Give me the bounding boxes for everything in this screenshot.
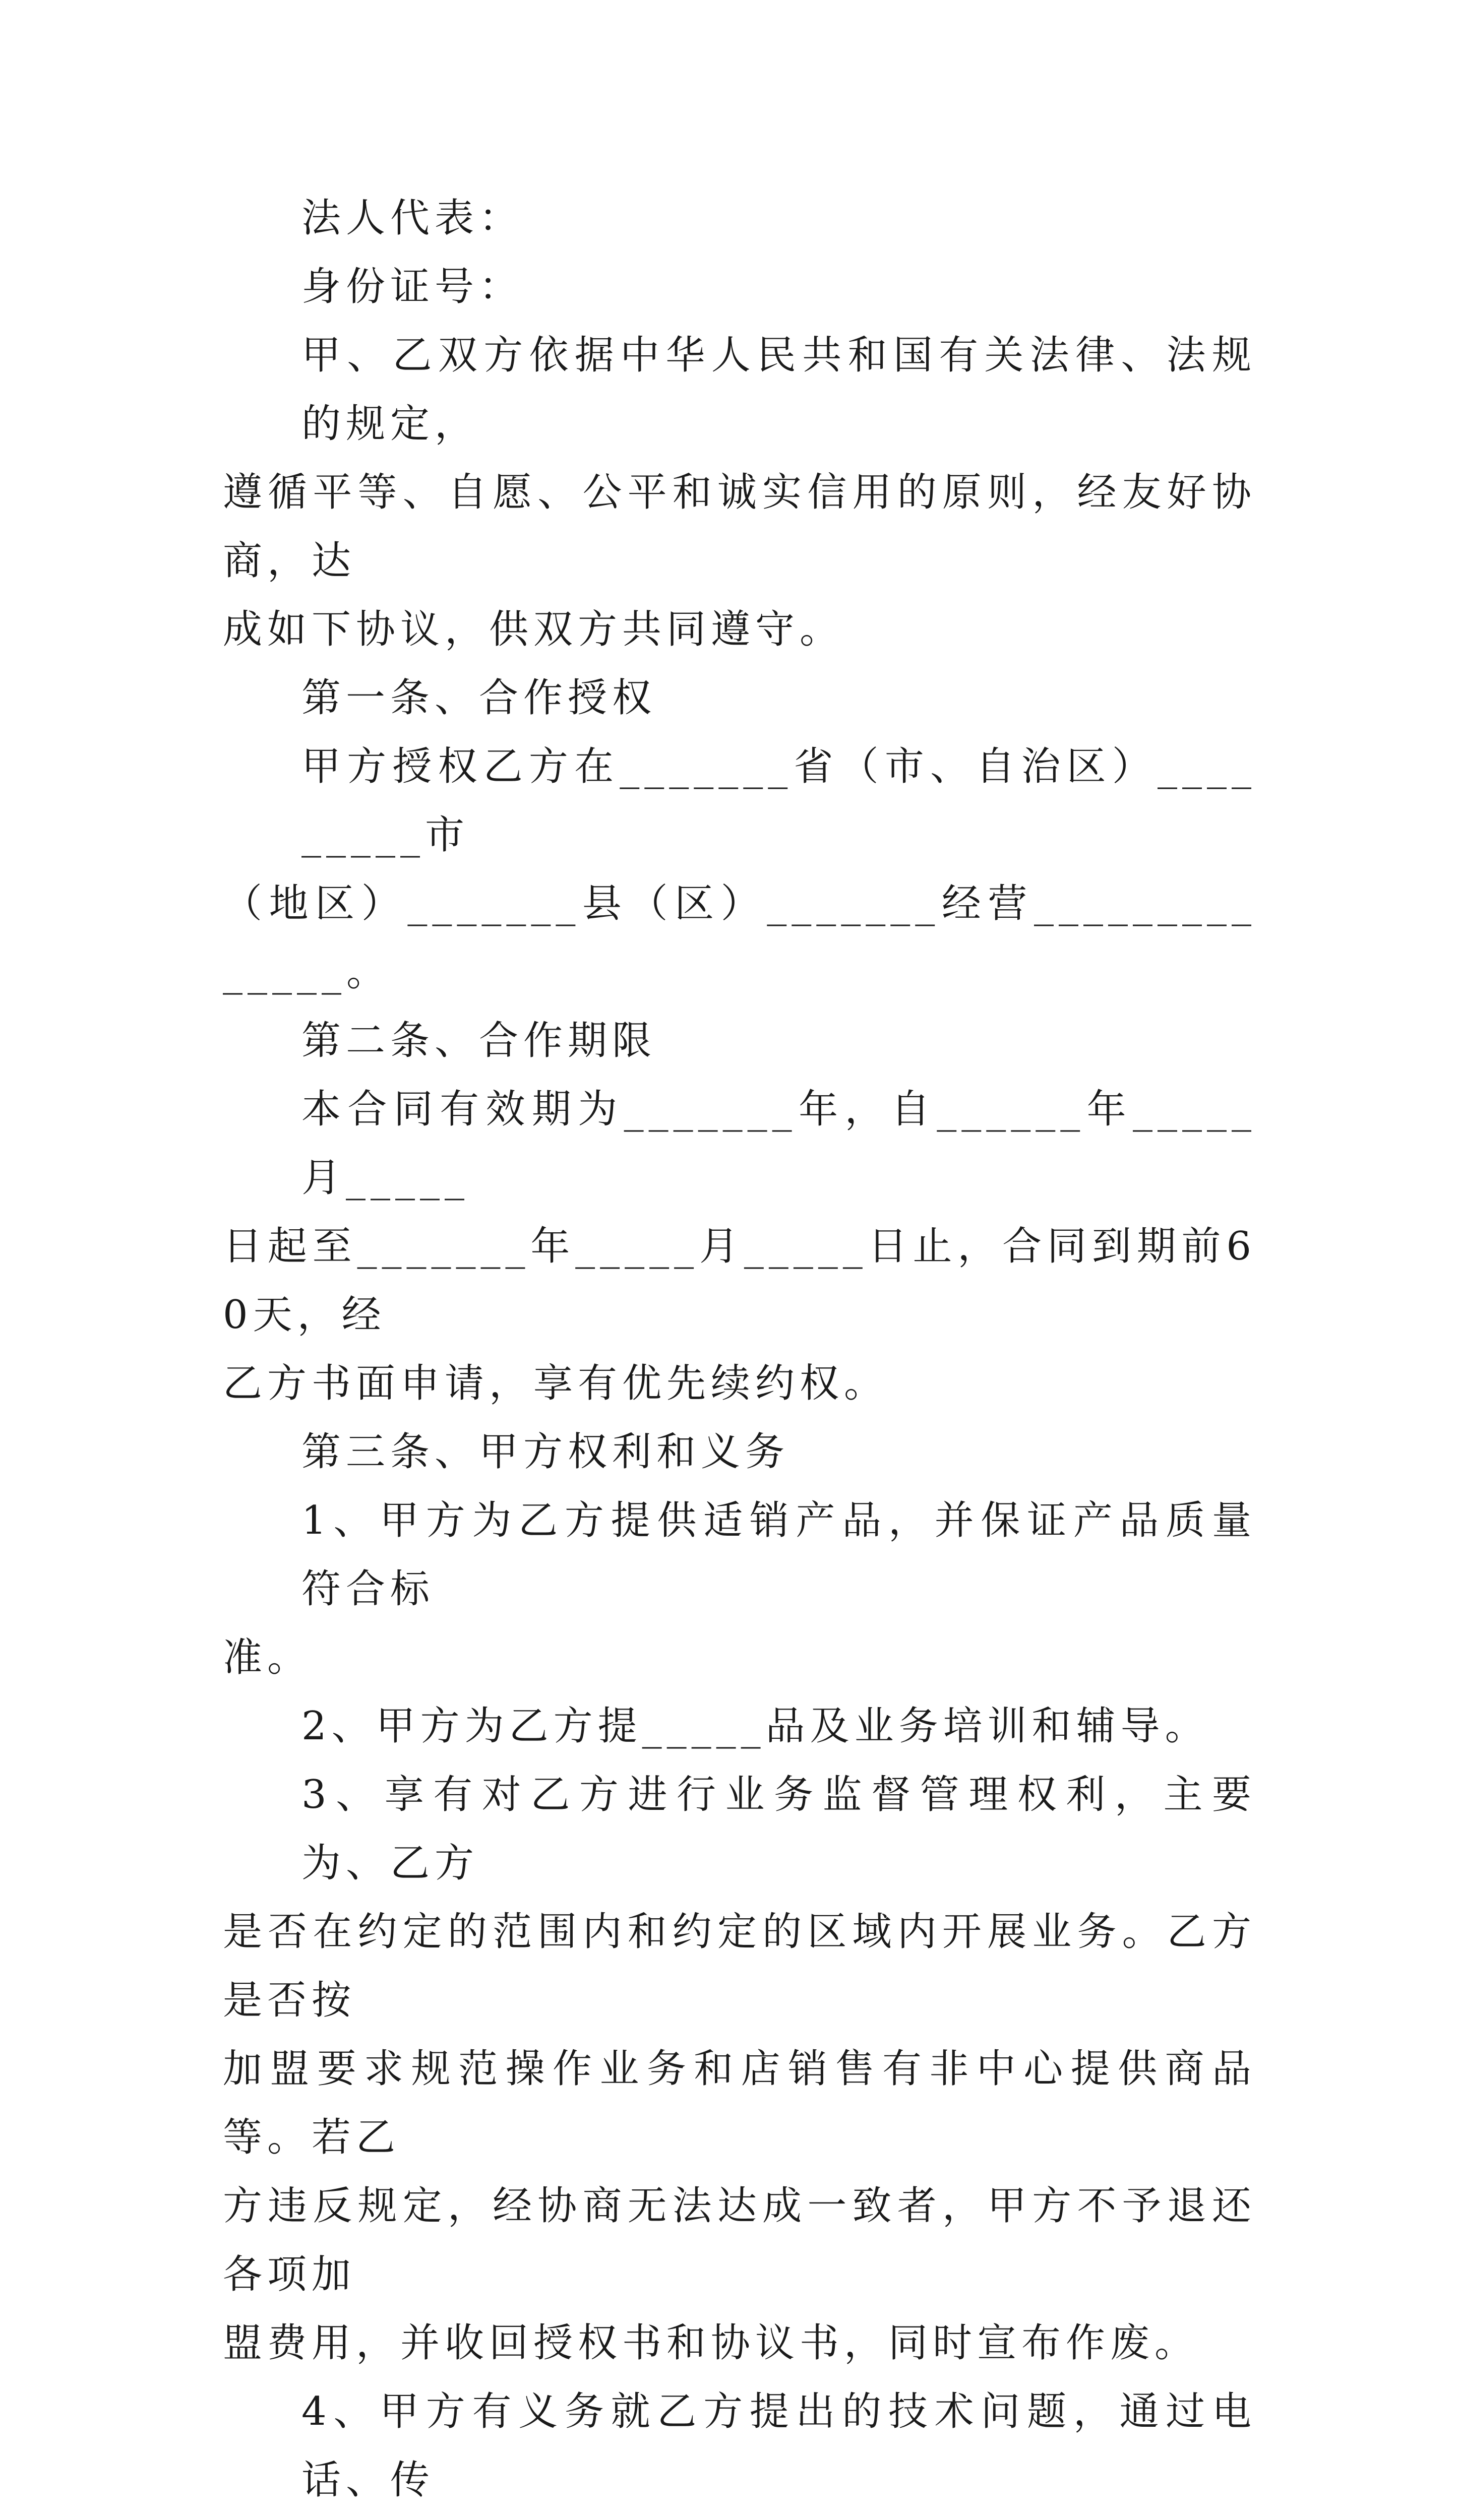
intro-paragraph (223, 321, 1256, 664)
article-1-line-1: 甲方授权乙方在_______省（市、自治区）_________市 (301, 744, 1256, 858)
item-3-line-4: 方违反规定，经协商无法达成一致者，甲方不予退还各项加 (223, 2183, 1256, 2297)
intro-line-2: 遵循平等、自愿、公平和诚实信用的原则，经友好协商，达 (223, 470, 1256, 584)
intro-line-1: 甲、乙双方依据中华人民共和国有关法律、法规的规定， (301, 333, 1256, 447)
article-2-body (223, 1075, 1256, 1418)
article-2-line-2: 日起至_______年_____月_____日止，合同到期前60天，经 (223, 1224, 1256, 1338)
item-1-line-2: 准。 (223, 1635, 312, 1680)
item-1-line-1: 1、甲方为乙方提供适销产品，并保证产品质量符合标 (301, 1498, 1256, 1612)
item-3-line-1: 3、享有对乙方进行业务监督管理权利，主要为、乙方 (301, 1772, 1256, 1886)
article-3-item-1 (223, 1486, 1256, 1692)
article-3-title: 第三条、甲方权利和义务 (301, 1429, 790, 1475)
item-3-line-2: 是否在约定的范围内和约定的区域内开展业务。乙方是否按 (223, 1909, 1256, 2023)
item-2-line-1: 2、甲方为乙方提_____品及业务培训和辅导。 (301, 1704, 1209, 1749)
article-2-line-3: 乙方书面申请，享有优先续约权。 (223, 1361, 889, 1406)
article-2-title: 第二条、合作期限 (301, 1018, 657, 1063)
item-3-line-3: 加盟要求规范操作业务和店销售有非中心提供商品等。若乙 (223, 2046, 1256, 2160)
article-1-title: 第一条、合作授权 (301, 675, 657, 721)
article-3-item-3 (223, 1760, 1256, 2377)
id-number-line: 身份证号： (301, 264, 524, 309)
article-1-line-2: （地区）_______县（区）_______经营______________。 (223, 881, 1256, 995)
article-3-item-4 (223, 2377, 1256, 2520)
article-3-item-2 (223, 1692, 1256, 1760)
intro-line-3: 成如下协议，供双方共同遵守。 (223, 607, 844, 652)
article-2-line-1: 本合同有效期为_______年，自______年_____月_____ (301, 1087, 1256, 1201)
contract-text (223, 184, 1256, 2520)
article-1-body (223, 732, 1256, 1006)
legal-representative-line: 法人代表： (301, 196, 524, 241)
item-3-line-5: 盟费用，并收回授权书和协议书，同时宣布作废。 (223, 2320, 1199, 2366)
item-4-line-1: 4、甲方有义务就乙方提出的技术问题，通过电话、传 (301, 2389, 1256, 2503)
item-4-line-2 (223, 2514, 1256, 2520)
